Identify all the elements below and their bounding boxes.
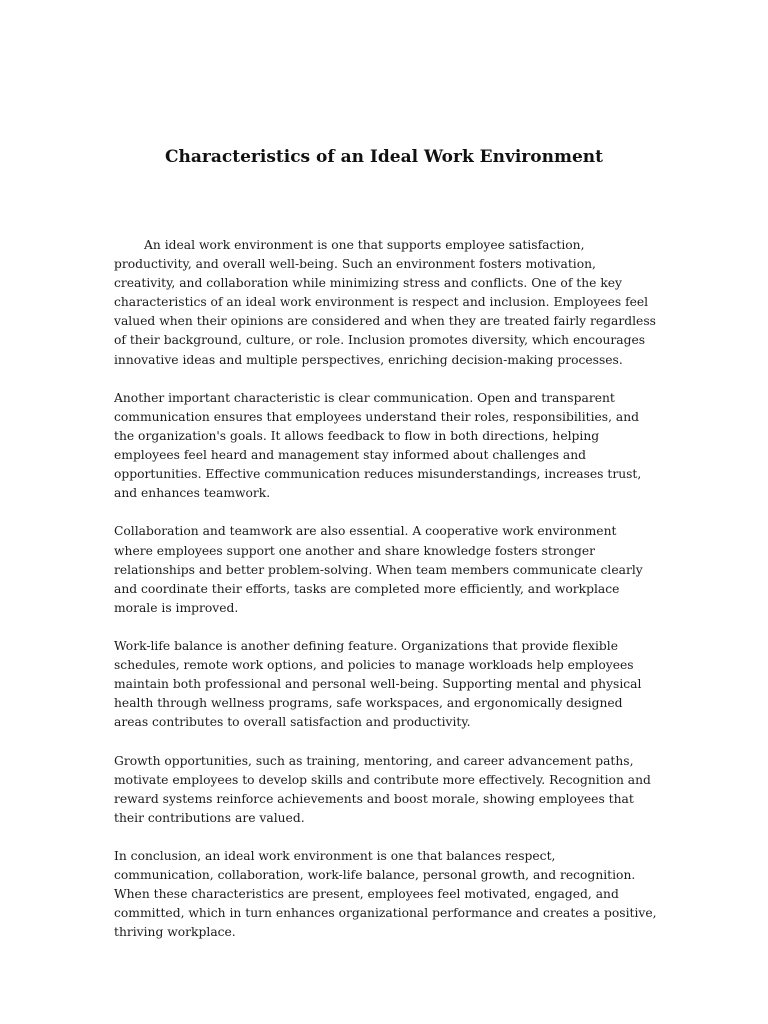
document-body [114,236,658,962]
paragraph-intro: An ideal work environment is one that supports employee satisfaction, productivity, and overall well-being. Such an environment fosters motivation, creativity, and collaboration while minimizing stress and conflicts. One of the key characteristics of an ideal work environment is respect and inclusion. Employees feel valued when their opinions are considered and when they are treated fairly regardless of their background, culture, or role. Inclusion promotes diversity, which encourages innovative ideas and multiple perspectives, enriching decision-making processes. [114,238,656,367]
paragraph-collaboration: Collaboration and teamwork are also essential. A cooperative work environment where employees support one another and share knowledge fosters stronger relationships and better problem-solving. When team members communicate clearly and coordinate their efforts, tasks are completed more efficiently, and workplace morale is improved. [114,524,643,615]
paragraph-communication: Another important characteristic is clear communication. Open and transparent communication ensures that employees understand their roles, responsibilities, and the organization's goals. It allows feedback to flow in both directions, helping employees feel heard and management stay informed about challenges and opportunities. Effective communication reduces misunderstandings, increases trust, and enhances teamwork. [114,390,642,501]
paragraph-growth: Growth opportunities, such as training, mentoring, and career advancement paths, motivate employees to develop skills and contribute more effectively. Recognition and reward systems reinforce achievements and boost morale, showing employees that their contributions are valued. [114,753,651,825]
paragraph-conclusion: In conclusion, an ideal work environment is one that balances respect, communication, collaboration, work-life balance, personal growth, and recognition. When these characteristics are present, employees feel motivated, engaged, and committed, which in turn enhances organizational performance and creates a positive, thriving workplace. [114,849,657,940]
document-title: Characteristics of an Ideal Work Environment [165,147,603,167]
paragraph-work-life-balance: Work-life balance is another defining feature. Organizations that provide flexible schedules, remote work options, and policies to manage workloads help employees maintain both professional and personal well-being. Supporting mental and physical health through wellness programs, safe workspaces, and ergonomically designed areas contributes to overall satisfaction and productivity. [114,638,642,730]
